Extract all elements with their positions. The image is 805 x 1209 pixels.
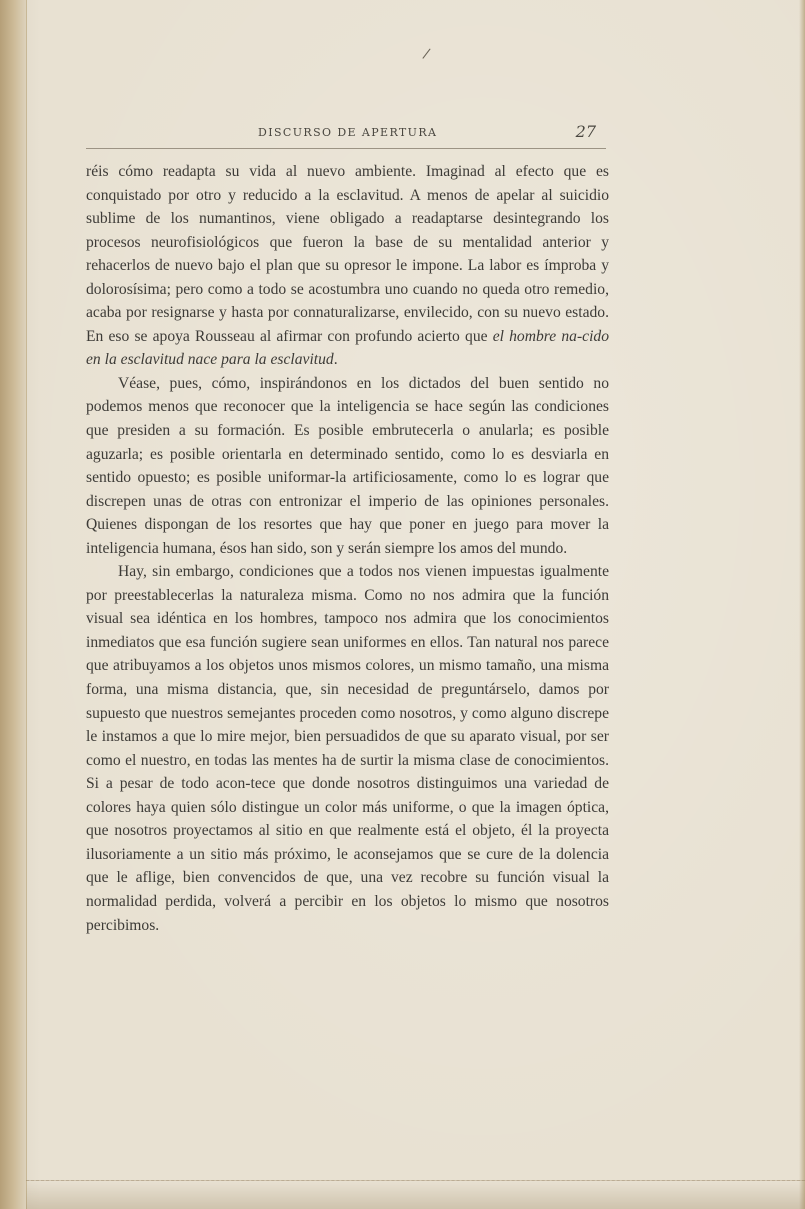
paragraph-1 xyxy=(86,160,609,372)
body-text xyxy=(86,160,609,937)
running-title: DISCURSO DE APERTURA xyxy=(258,126,438,139)
paragraph-2: Véase, pues, cómo, inspirándonos en los dictados del buen sentido no podemos menos que reconocer que la inteligencia se hace según las condiciones que presiden a su formación. Es posible embrutecerla o anularla; es posible aguzarla; es posible orientarla en determinado sentido, como lo es desviarla en sentido opuesto; es posible uniformar-la artificiosamente, como lo es lograr que discrepen unas de otras con entronizar el imperio de las opiniones personales. Quienes dispongan de los resortes que hay que poner en juego para mover la inteligencia humana, ésos han sido, son y serán siempre los amos del mundo. xyxy=(86,374,609,557)
paragraph-1-text: réis cómo readapta su vida al nuevo ambiente. Imaginad al efecto que es conquistado por otro y reducido a la esclavitud. A menos de apelar al suicidio sublime de los numantinos, viene obligado a readaptarse desintegrando los procesos neurofisiológicos que fueron la base de su mentalidad anterior y rehacerlos de nuevo bajo el plan que su opresor le impone. La labor es ímproba y dolorosísima; pero como a todo se acostumbra uno cuando no queda otro remedio, acaba por resignarse y hasta por connaturalizarse, envilecido, con su nuevo estado. En eso se apoya Rousseau al afirmar con profundo acierto que xyxy=(86,163,609,345)
book-spine-shadow xyxy=(0,0,27,1209)
rousseau-quote: el hombre na-cido en la esclavitud nace para la esclavitud xyxy=(86,327,609,369)
pencil-mark: / xyxy=(421,45,432,63)
page-bottom-edge xyxy=(26,1180,805,1209)
running-header xyxy=(86,122,606,149)
page-right-edge xyxy=(799,0,805,1209)
page-number: 27 xyxy=(575,122,596,141)
paragraph-1-end: . xyxy=(333,351,338,369)
paragraph-3: Hay, sin embargo, condiciones que a todos nos vienen impuestas igualmente por preestablecerlas la naturaleza misma. Como no nos admira que la función visual sea idéntica en los hombres, tampoco nos admira que los conocimientos inmediatos que esa función sugiere sean uniformes en ellos. Tan natural nos parece que atribuyamos a los objetos unos mismos colores, un mismo tamaño, una misma forma, una misma distancia, que, sin necesidad de preguntárselo, damos por supuesto que nuestros semejantes proceden como nosotros, y como alguno discrepe le instamos a que lo mire mejor, bien persuadidos de que su aparato visual, por ser como el nuestro, en todas las mentes ha de surtir la misma clase de conocimientos. Si a pesar de todo acon-tece que donde nosotros distinguimos una variedad de colores haya quien sólo distingue un color más uniforme, o que la imagen óptica, que nosotros proyectamos al sitio en que realmente está el objeto, él la proyecta ilusoriamente a un sitio más próximo, le aconsejamos que se cure de la dolencia que le aflige, bien convencidos de que, una vez recobre su función visual la normalidad perdida, volverá a percibir en los objetos lo mismo que nosotros percibimos. xyxy=(86,563,609,934)
